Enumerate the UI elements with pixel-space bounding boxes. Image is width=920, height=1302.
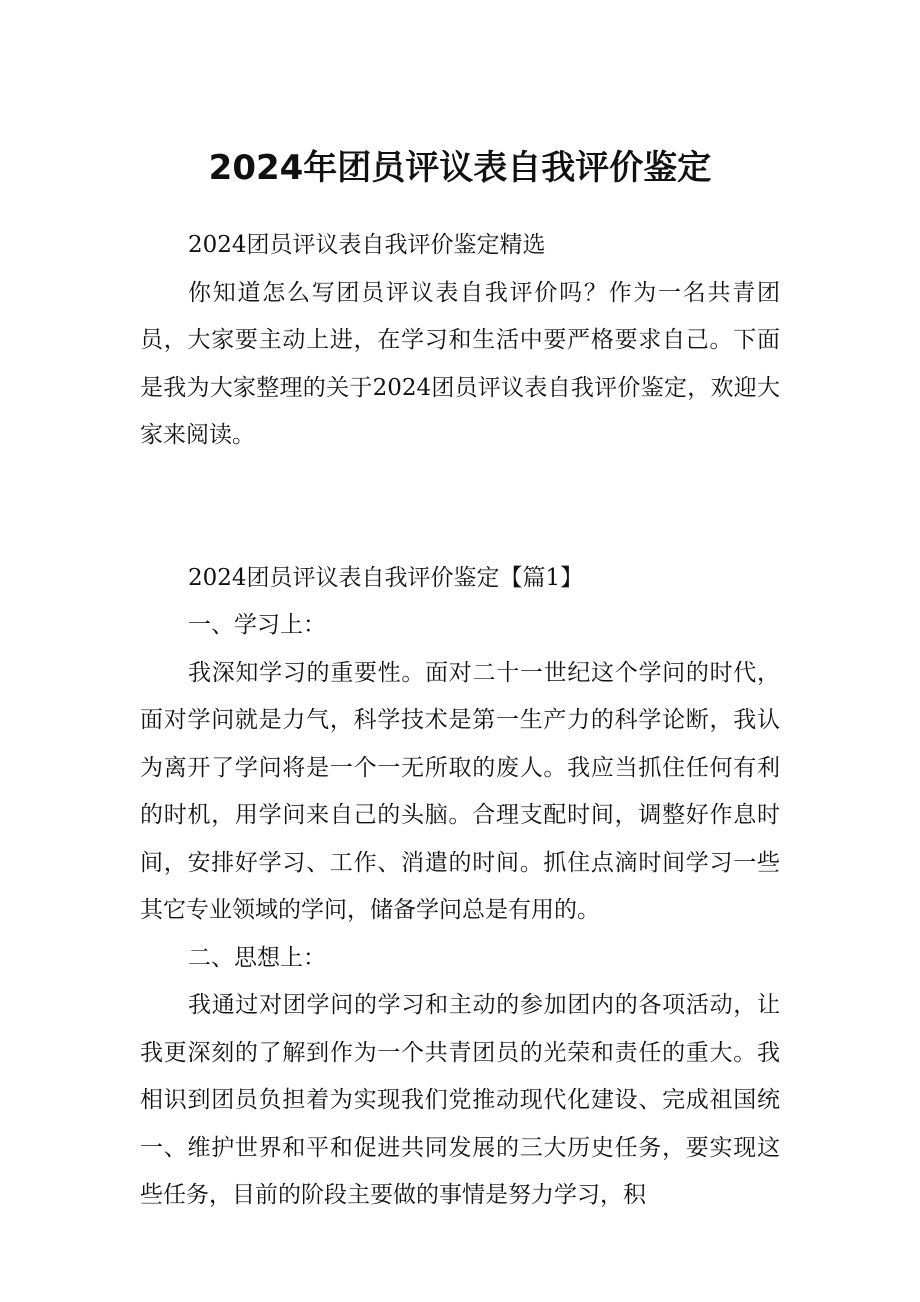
section-heading: 2024团员评议表自我评价鉴定【篇1】 xyxy=(188,564,584,591)
subheading-study: 一、学习上： xyxy=(188,612,326,638)
document-body xyxy=(140,222,780,1220)
intro-paragraph: 你知道怎么写团员评议表自我评价吗？作为一名共青团员，大家要主动上进，在学习和生活中要严格要求自己。下面是我为大家整理的关于2024团员评议表自我评价鉴定，欢迎大家来阅读。 xyxy=(140,279,780,448)
study-paragraph: 我深知学习的重要性。面对二十一世纪这个学问的时代，面对学问就是力气，科学技术是第一生产力的科学论断，我认为离开了学问将是一个一无所取的废人。我应当抓住任何有利的时机，用学问来自己的头脑。合理支配时间，调整好作息时间，安排好学习、工作、消遣的时间。抓住点滴时间学习一些其它专业领域的学问，储备学问总是有用的。 xyxy=(140,659,780,923)
thought-paragraph: 我通过对团学问的学习和主动的参加团内的各项活动，让我更深刻的了解到作为一个共青团员的光荣和责任的重大。我相识到团员负担着为实现我们党推动现代化建设、完成祖国统一、维护世界和平和促进共同发展的三大历史任务，要实现这些任务，目前的阶段主要做的事情是努力学习，积 xyxy=(140,992,780,1208)
paragraph-gap xyxy=(140,460,780,555)
document-title: 2024年团员评议表自我评价鉴定 xyxy=(208,148,712,188)
subtitle-paragraph: 2024团员评议表自我评价鉴定精选 xyxy=(188,232,546,258)
subheading-thought: 二、思想上： xyxy=(188,944,326,971)
